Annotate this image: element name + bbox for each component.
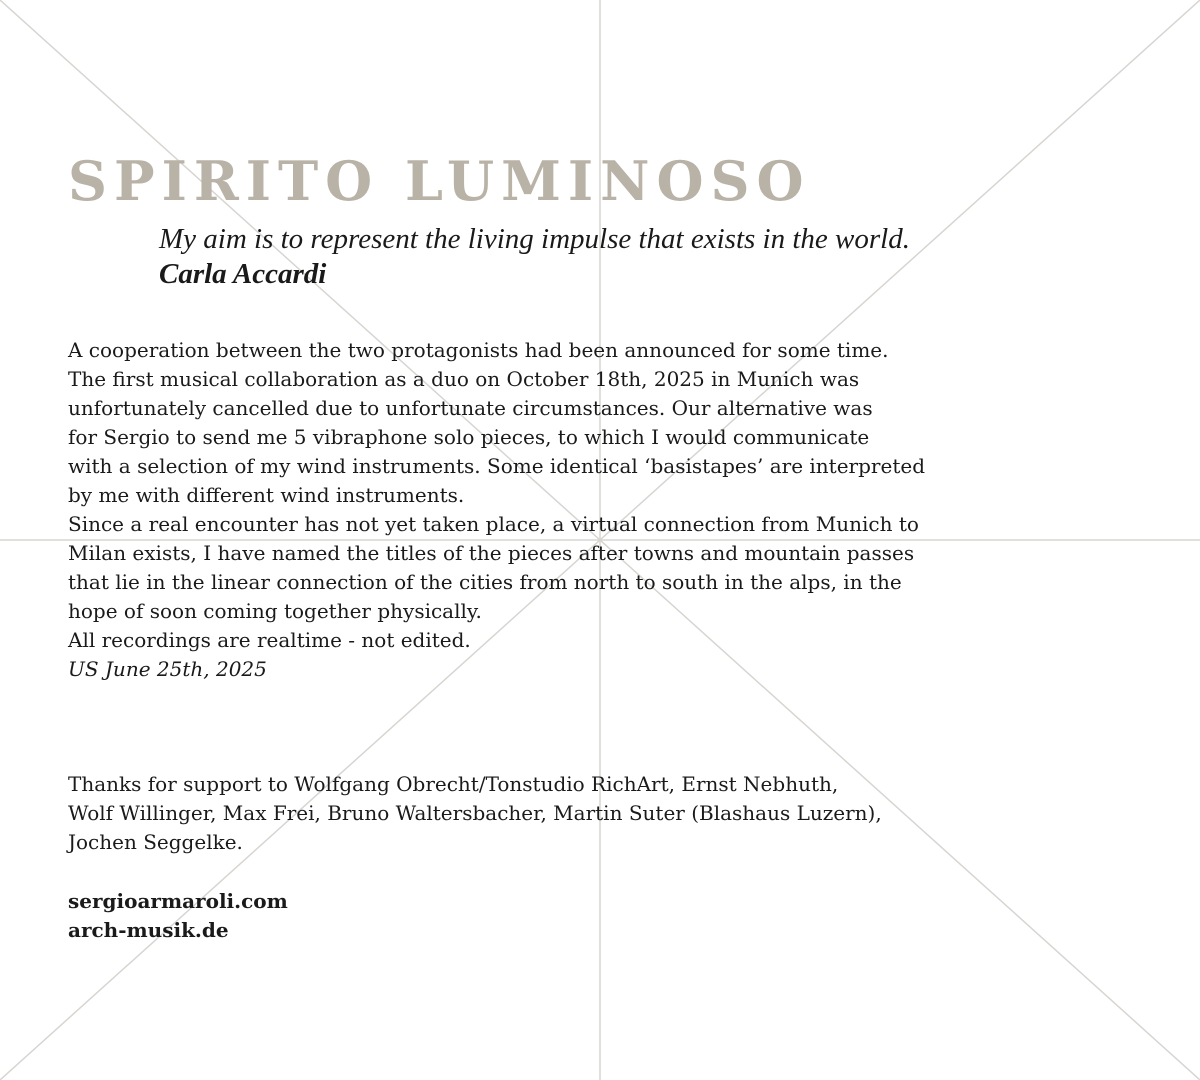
liner-notes-line: unfortunately cancelled due to unfortunate circumstances. Our alternative was [68, 396, 873, 420]
liner-notes [68, 336, 1068, 684]
website-link-sergioarmaroli: sergioarmaroli.com [68, 889, 288, 913]
epigraph-text: My aim is to represent the living impulse that exists in the world. [159, 223, 910, 255]
acknowledgements-line: Wolf Willinger, Max Frei, Bruno Waltersbacher, Martin Suter (Blashaus Luzern), [68, 801, 882, 825]
liner-notes-line: Milan exists, I have named the titles of the pieces after towns and mountain passes [68, 541, 915, 565]
liner-notes-line: by me with different wind instruments. [68, 483, 465, 507]
website-links [68, 887, 288, 945]
liner-notes-line: for Sergio to send me 5 vibraphone solo pieces, to which I would communicate [68, 425, 870, 449]
liner-notes-line: Since a real encounter has not yet taken place, a virtual connection from Munich to [68, 512, 919, 536]
liner-notes-line: that lie in the linear connection of the cities from north to south in the alps, in the [68, 570, 902, 594]
website-link-arch-musik: arch-musik.de [68, 918, 229, 942]
liner-notes-line: A cooperation between the two protagonists had been announced for some time. [68, 338, 889, 362]
liner-notes-line: All recordings are realtime - not edited. [68, 628, 471, 652]
epigraph [159, 222, 910, 292]
epigraph-author: Carla Accardi [159, 258, 327, 290]
liner-notes-line: hope of soon coming together physically. [68, 599, 482, 623]
page-title: SPIRITO LUMINOSO [68, 149, 811, 213]
liner-notes-line: with a selection of my wind instruments. Some identical ‘basistapes’ are interpreted [68, 454, 925, 478]
acknowledgements-line: Thanks for support to Wolfgang Obrecht/Tonstudio RichArt, Ernst Nebhuth, [68, 772, 839, 796]
liner-notes-signature: US June 25th, 2025 [68, 657, 267, 681]
acknowledgements [68, 770, 1068, 857]
liner-notes-line: The first musical collaboration as a duo on October 18th, 2025 in Munich was [68, 367, 860, 391]
acknowledgements-line: Jochen Seggelke. [68, 830, 243, 854]
